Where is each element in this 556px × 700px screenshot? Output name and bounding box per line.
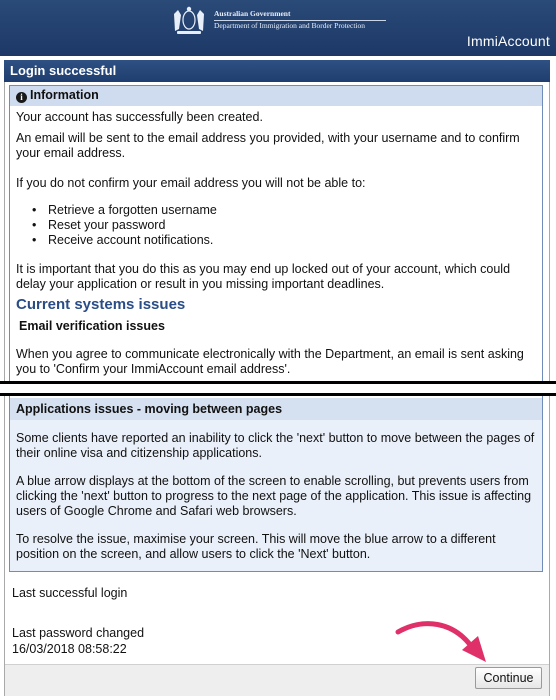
panel-title: Login successful [4,60,550,82]
information-heading-label: Information [30,88,99,102]
divider [0,381,556,396]
info-icon: i [16,92,27,103]
applications-paragraph-2: A blue arrow displays at the bottom of the screen to enable scrolling, but prevents users from clicking the 'next' button to progress to the next page of the application. This issue is affecting users of Google Chrome and Safari web browsers. [16,474,532,518]
site-header [0,0,556,56]
pointer-arrow-icon [392,612,492,674]
email-issues-heading: Email verification issues [19,319,165,333]
list-item: • Receive account notifications. [32,233,217,248]
header-rule [214,20,386,21]
gov-line-2: Department of Immigration and Border Protection [214,21,365,30]
last-login-label: Last successful login [12,586,128,600]
last-password-value: 16/03/2018 08:58:22 [12,642,127,656]
last-password-label: Last password changed [12,626,145,640]
info-paragraph-1: Your account has successfully been created. [16,110,263,124]
info-paragraph-2: An email will be sent to the email address you provided, with your username and to confirm your email address. [16,131,520,160]
info-paragraph-4: It is important that you do this as you may end up locked out of your account, which could delay your application or result in you missing important deadlines. [16,262,511,291]
list-item: • Reset your password [32,218,217,233]
applications-paragraph-1: Some clients have reported an inability to click the 'next' button to move between the pages of their online visa and citizenship applications. [16,431,535,460]
coat-of-arms-icon [168,4,210,38]
continue-button[interactable]: Continue [475,667,542,689]
list-item: • Retrieve a forgotten username [32,203,217,218]
gov-line-1: Australian Government [214,9,291,18]
restrictions-list [32,203,217,248]
email-issues-text: When you agree to communicate electronically with the Department, an email is sent asking you to 'Confirm your ImmiAccount email address'. [16,347,524,376]
applications-issues-heading: Applications issues - moving between pages [10,398,542,420]
info-paragraph-3: If you do not confirm your email address you will not be able to: [16,176,366,190]
applications-paragraph-3: To resolve the issue, maximise your screen. This will move the blue arrow to a different position on the screen, and allow users to click the 'Next' button. [16,532,496,561]
systems-issues-heading: Current systems issues [16,296,186,313]
information-heading [10,86,542,106]
brand-name: ImmiAccount [466,33,550,49]
